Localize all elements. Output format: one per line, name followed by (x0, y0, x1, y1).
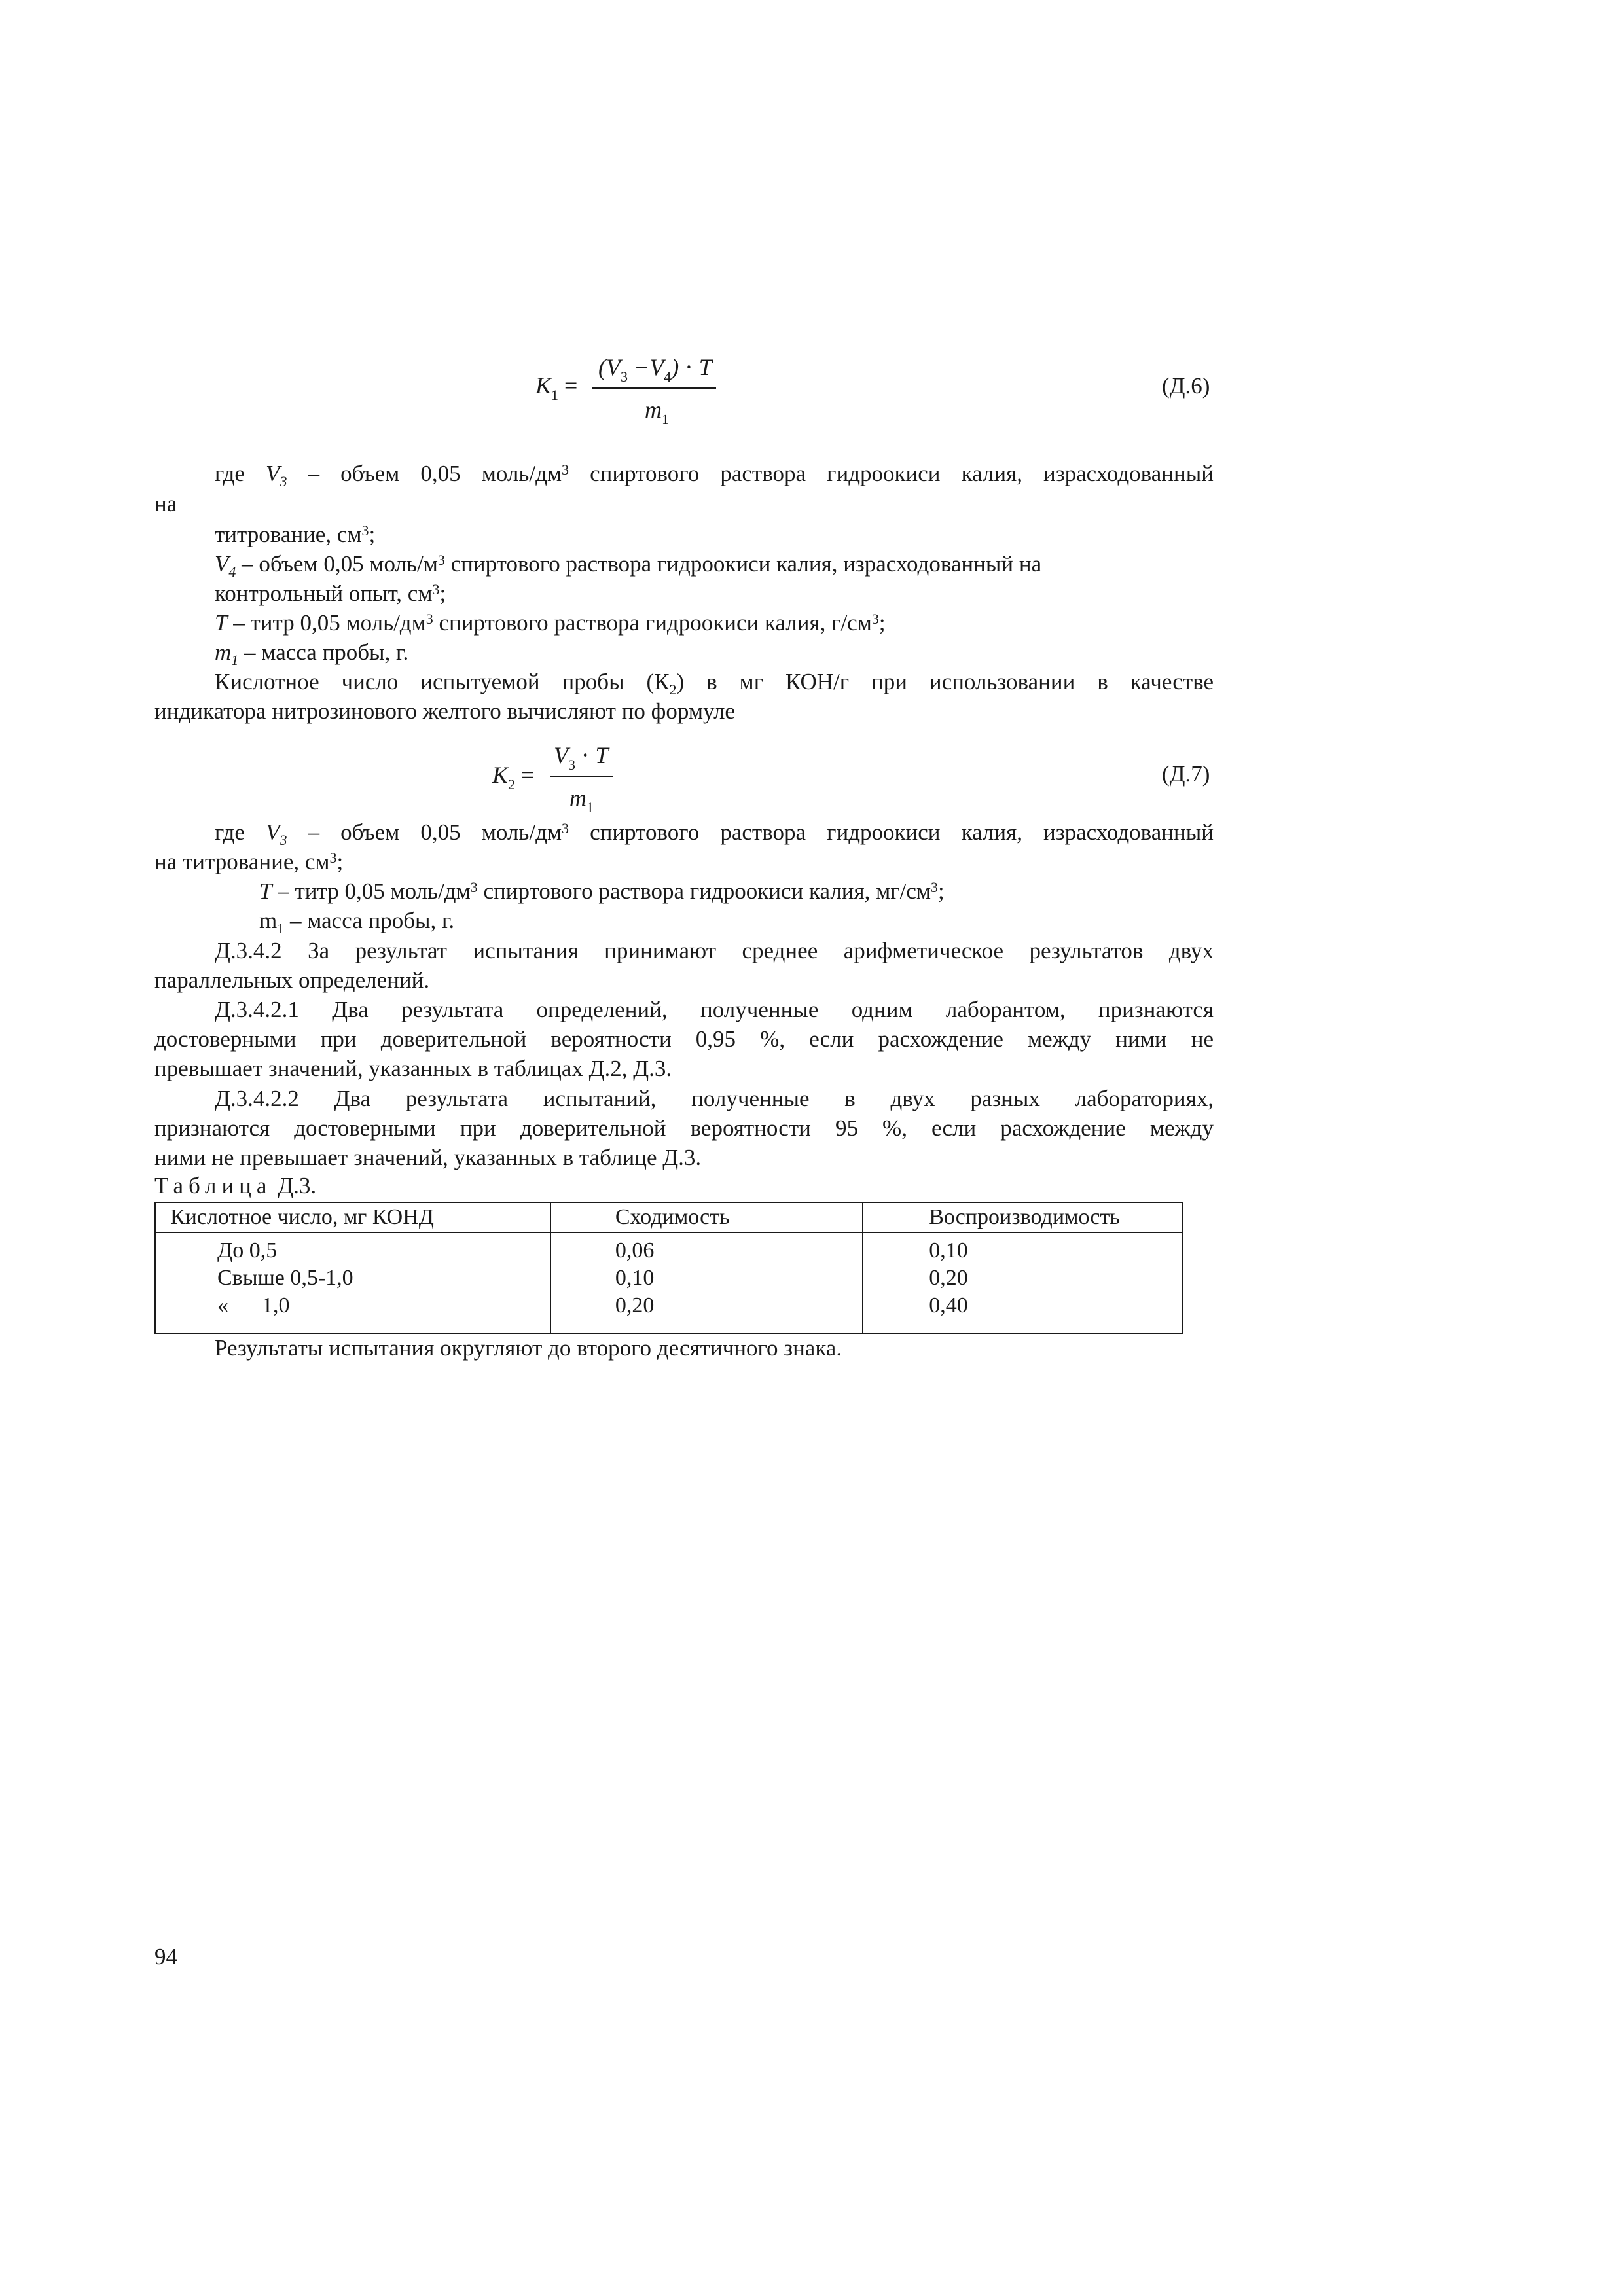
para5-line3: превышает значений, указанных в таблицах Д.2, Д.3. (154, 1056, 672, 1081)
formula-d6-number: (Д.6) (1162, 373, 1210, 399)
table-cell: 0,10 (550, 1265, 863, 1292)
formula-d7-lhs: $K_2$ = (492, 762, 535, 793)
para1-line5: контрольный опыт, $см^3$; (215, 581, 446, 606)
para2-line1: Кислотное число испытуемой пробы $(К_2)$ в мг КОН/г при использовании в качестве (215, 669, 1214, 698)
para3-line1: где $V_3$ – объем 0,05 моль/$дм^3$ спиртового раствора гидроокиси калия, израсходованный (215, 819, 1214, 848)
para6-line3: ними не превышает значений, указанных в таблице Д.3. (154, 1145, 702, 1170)
table-cell: 0,20 (863, 1265, 1183, 1292)
para5-line2: достоверными при доверительной вероятности 0,95 %, если расхождение между ними не (154, 1026, 1214, 1052)
para6-line2: признаются достоверными при доверительной вероятности 95 %, если расхождение между (154, 1115, 1214, 1141)
table-row (155, 1232, 1183, 1265)
table-header-acid-number: Кислотное число, мг КОНД (155, 1202, 550, 1232)
formula-d6-denominator: $m_1$ (645, 397, 669, 427)
table-row (155, 1292, 1183, 1333)
table-cell: 0,20 (550, 1292, 863, 1333)
para2-line2: индикатора нитрозинового желтого вычисляют по формуле (154, 698, 735, 724)
formula-d7-fraction-bar (550, 776, 613, 777)
para1-line2: на (154, 491, 177, 516)
para3-line3: T – титр 0,05 моль/$дм^3$ спиртового раствора гидроокиси калия, $мг/см^3$; (259, 878, 945, 904)
table-row (155, 1265, 1183, 1292)
table-cell: 0,40 (863, 1292, 1183, 1333)
table-header-convergence: Сходимость (550, 1202, 863, 1232)
para3-line2: на титрование, $см^3$; (154, 849, 344, 874)
para7-line1: Результаты испытания округляют до второго десятичного знака. (215, 1335, 842, 1361)
para6-line1: Д.3.4.2.2 Два результата испытаний, полученные в двух разных лабораториях, (215, 1086, 1214, 1111)
para4-line1: Д.3.4.2 За результат испытания принимают среднее арифметическое результатов двух (215, 938, 1214, 963)
para1-line7: $m_1$ – масса пробы, г. (215, 639, 409, 668)
para3-line4: $m_1$ – масса пробы, г. (259, 908, 455, 937)
para1-line1: где $V_3$ – объем 0,05 моль/$дм^3$ спиртового раствора гидроокиси калия, израсходованный (215, 461, 1214, 490)
para4-line2: параллельных определений. (154, 967, 430, 993)
page-number: 94 (154, 1944, 177, 1969)
table-cell: Свыше 0,5-1,0 (155, 1265, 550, 1292)
table-header-reproducibility: Воспроизводимость (863, 1202, 1183, 1232)
table-cell: « 1,0 (155, 1292, 550, 1333)
formula-d6-lhs: $K_1$ = (535, 372, 578, 403)
formula-d7-numerator: $V_3 \cdot T$ (554, 742, 609, 773)
formula-d7-number: (Д.7) (1162, 761, 1210, 787)
para1-line6: T – титр 0,05 моль/$дм^3$ спиртового раствора гидроокиси калия, $г/см^3$; (215, 610, 886, 636)
acid-number-table (154, 1202, 1183, 1334)
table-cell: 0,06 (550, 1232, 863, 1265)
para1-line3: титрование, $см^3$; (215, 522, 376, 547)
table-cell: 0,10 (863, 1232, 1183, 1265)
table-caption: Таблица Д.3. (154, 1173, 317, 1198)
table-header-row (155, 1202, 1183, 1232)
formula-d7-denominator: $m_1$ (569, 785, 594, 816)
formula-d6-numerator: $(V_3 -V_4) \cdot T$ (598, 354, 712, 385)
formula-d6-fraction-bar (592, 387, 716, 389)
para5-line1: Д.3.4.2.1 Два результата определений, полученные одним лаборантом, признаются (215, 997, 1214, 1022)
para1-line4: $V_4$ – объем 0,05 моль/$м^3$ спиртового раствора гидроокиси калия, израсходованный на (215, 551, 1042, 580)
table-cell: До 0,5 (155, 1232, 550, 1265)
